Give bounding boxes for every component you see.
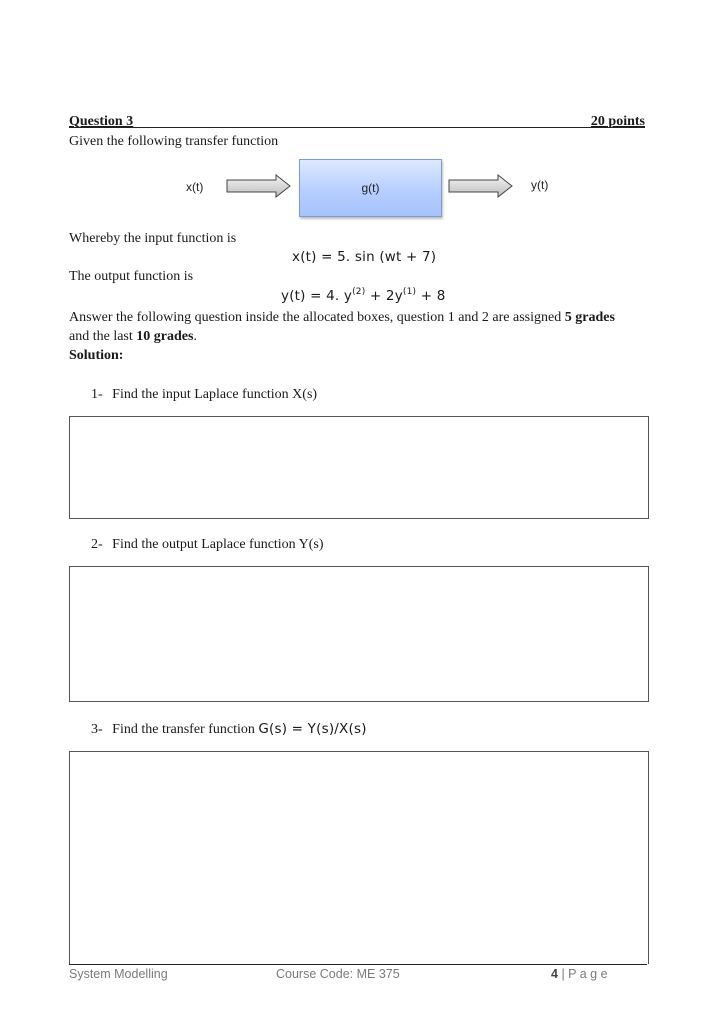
sub-question-1-number: 1-	[91, 387, 103, 402]
transfer-block	[299, 159, 442, 217]
instructions-period: .	[193, 329, 197, 344]
sub-question-2	[91, 536, 324, 554]
answer-box-1[interactable]	[69, 416, 649, 519]
instructions-text-b: and the last	[69, 329, 137, 344]
output-eq-sup1: (2)	[352, 287, 366, 297]
instructions-text-a: Answer the following question inside the allocated boxes, question 1 and 2 are assigned	[69, 310, 565, 325]
footer-course: System Modelling	[69, 967, 168, 981]
question-title: Question 3	[69, 114, 134, 129]
block-diagram	[0, 0, 725, 240]
footer-page-label: | P a g e	[561, 967, 608, 981]
footer-page	[551, 967, 608, 981]
input-equation: x(t) = 5. sin (wt + 7)	[292, 249, 437, 265]
sub-question-3-formula: G(s) = Y(s)/X(s)	[258, 721, 367, 737]
output-eq-part2: + 2y	[365, 288, 403, 304]
instructions-line-2	[69, 328, 197, 346]
sub-question-1	[91, 386, 317, 404]
instructions-line-1	[69, 309, 649, 327]
output-equation	[281, 288, 446, 304]
solution-label: Solution:	[69, 348, 124, 363]
sub-question-3	[91, 720, 367, 739]
footer-rule	[69, 964, 647, 965]
output-arrow-icon	[448, 174, 514, 198]
answer-box-2[interactable]	[69, 566, 649, 702]
answer-box-3[interactable]	[69, 751, 649, 964]
sub-question-3-number: 3-	[91, 722, 103, 737]
sub-question-3-text: Find the transfer function	[112, 722, 259, 737]
input-function-text: Whereby the input function is	[69, 231, 237, 246]
question-points: 20 points	[590, 114, 645, 129]
output-eq-part1: y(t) = 4. y	[281, 288, 353, 304]
output-function-text: The output function is	[69, 269, 194, 284]
question-intro: Given the following transfer function	[69, 134, 279, 149]
sub-question-2-number: 2-	[91, 537, 103, 552]
output-eq-sup2: (1)	[402, 287, 417, 297]
footer-course-code: Course Code: ME 375	[276, 967, 400, 981]
input-signal-label: x(t)	[186, 180, 204, 194]
output-signal-label: y(t)	[531, 178, 549, 192]
footer-page-number: 4	[551, 967, 558, 981]
sub-question-2-text: Find the output Laplace function Y(s)	[112, 537, 324, 552]
instructions-grade-a: 5 grades	[564, 310, 615, 325]
output-eq-part3: + 8	[416, 288, 446, 304]
block-label: g(t)	[361, 181, 380, 195]
sub-question-1-text: Find the input Laplace function X(s)	[112, 387, 318, 402]
instructions-grade-b: 10 grades	[136, 329, 194, 344]
input-arrow-icon	[226, 174, 292, 198]
